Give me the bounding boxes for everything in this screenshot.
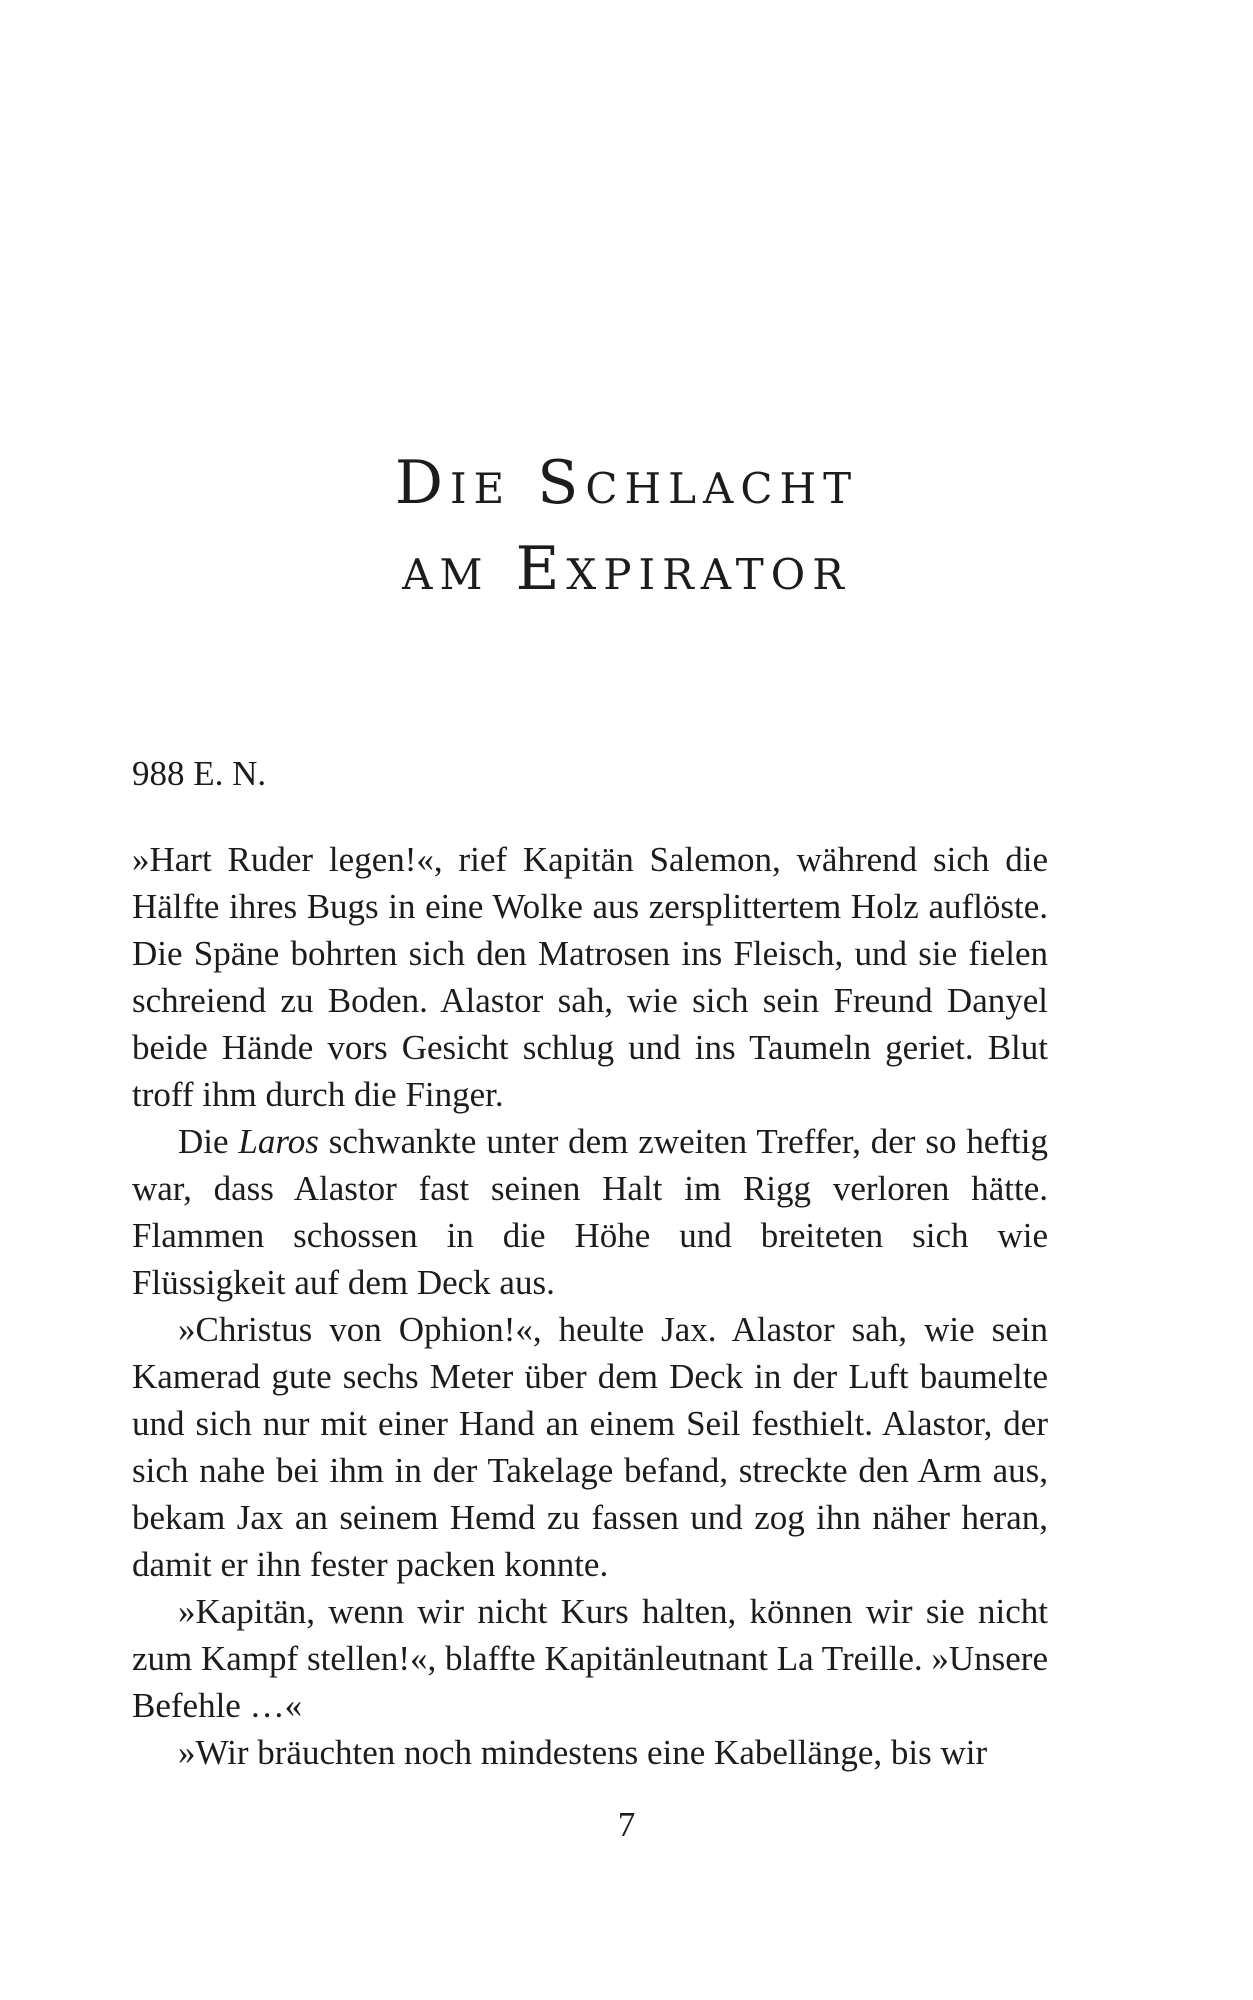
chapter-title-line-1: Die Schlacht [394,448,859,518]
paragraph-text: »Christus von Ophion!«, heulte Jax. Alastor sah, wie sein Kamerad gute sechs Meter über dem Deck in der Luft baumelte und sich nur mit einer Hand an einem Seil festhielt. Alastor, der sich nahe bei ihm in der Takelage befand, streckte den Arm aus, bekam Jax an seinem Hemd zu fassen und zog ihn näher heran, damit er ihn fester packen konnte. [132,1310,1048,1584]
paragraph-text: »Wir bräuchten noch mindestens eine Kabellänge, bis wir [178,1733,988,1772]
paragraph-text: Die [178,1122,239,1161]
dateline: 988 E. N. [132,754,267,793]
paragraph-text: schwankte unter dem zweiten Treffer, der so heftig war, dass Alastor fast seinen Halt im Rigg verloren hätte. Flammen schossen in die Höhe und breiteten sich wie Flüssigkeit auf dem Deck aus. [132,1122,1048,1302]
paragraph-4 [132,1588,1048,1729]
paragraph-2 [132,1118,1048,1306]
paragraph-3 [132,1306,1048,1588]
paragraph-5 [132,1729,1048,1776]
paragraph-text: »Kapitän, wenn wir nicht Kurs halten, können wir sie nicht zum Kampf stellen!«, blaffte Kapitänleutnant La Treille. »Unsere Befehle …« [132,1592,1048,1725]
chapter-title-line-2: am Expirator [402,534,851,604]
body-text [132,750,1048,1776]
paragraph-text: »Hart Ruder legen!«, rief Kapitän Salemon, während sich die Hälfte ihres Bugs in eine Wolke aus zersplittertem Holz auflöste. Die Späne bohrten sich den Matrosen ins Fleisch, und sie fielen schreiend zu Boden. Alastor sah, wie sich sein Freund Danyel beide Hände vors Gesicht schlug und ins Taumeln geriet. Blut troff ihm durch die Finger. [132,840,1048,1114]
chapter-title [0,440,1253,612]
ship-name: Laros [238,1122,319,1161]
paragraph-1 [132,836,1048,1118]
page-number: 7 [617,1805,636,1844]
